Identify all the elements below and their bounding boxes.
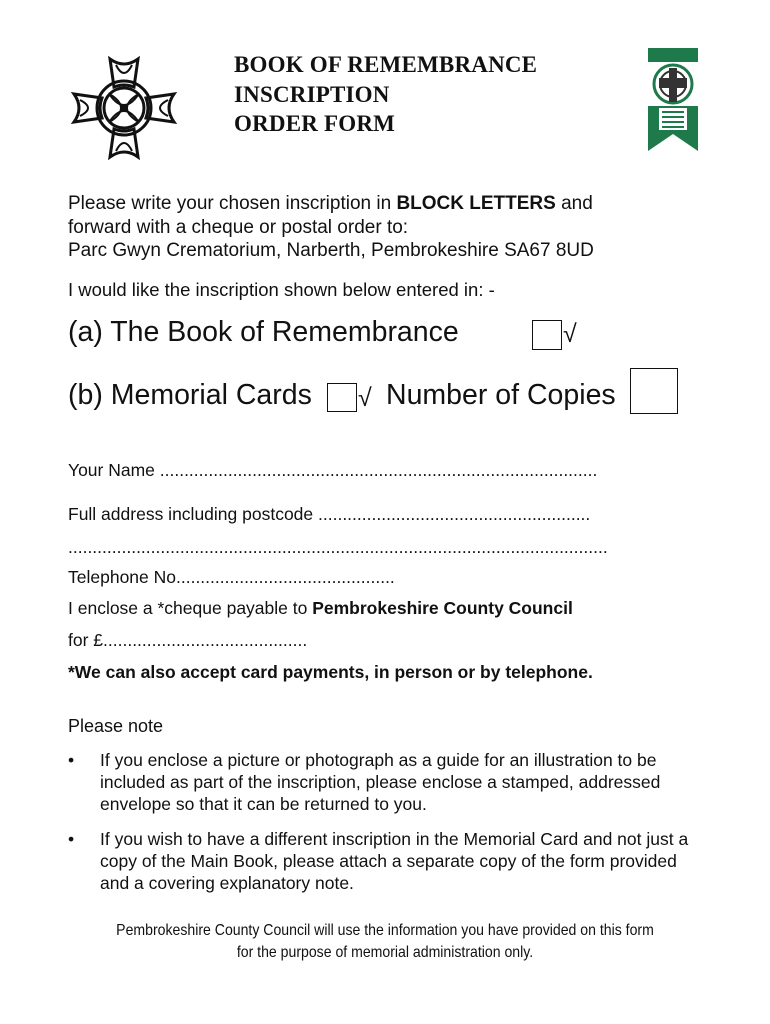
- celtic-cross-logo: [70, 55, 178, 161]
- card-payment-note: *We can also accept card payments, in person or by telephone.: [68, 662, 593, 682]
- bullet-icon: •: [68, 829, 75, 849]
- note-text: If you enclose a picture or photograph as a guide for an illustration to be included as part of the inscription, please enclose a stamped, addressed envelope so that it can be returned to you.: [100, 750, 661, 814]
- list-item: [68, 828, 708, 894]
- book-of-remembrance-check-mark: √: [563, 320, 577, 348]
- title-line-2: INSCRIPTION: [234, 81, 390, 107]
- payee-name: Pembrokeshire County Council: [312, 598, 573, 618]
- cheque-payable-line: [68, 598, 573, 619]
- cheque-payable-text: I enclose a *cheque payable to: [68, 598, 313, 618]
- full-address-field[interactable]: Full address including postcode ........................................................: [68, 504, 591, 524]
- council-badge-logo: [647, 46, 699, 151]
- option-book-of-remembrance: (a) The Book of Remembrance: [68, 316, 459, 348]
- note-text: If you wish to have a different inscription in the Memorial Card and not just a copy of the Main Book, please attach a separate copy of the form provided and a covering explanatory note.: [100, 829, 689, 893]
- intro-line-1: [68, 192, 594, 216]
- footer-line-2: for the purpose of memorial administration only.: [236, 944, 534, 961]
- bullet-icon: •: [68, 750, 75, 770]
- list-item: [68, 749, 708, 815]
- block-letters-emphasis: BLOCK LETTERS: [396, 193, 556, 214]
- memorial-cards-check-mark: √: [358, 384, 372, 412]
- number-of-copies-label: Number of Copies: [386, 379, 616, 411]
- intro-line-1-end: and: [555, 193, 593, 214]
- notes-list: [68, 749, 708, 907]
- book-of-remembrance-checkbox[interactable]: [532, 320, 562, 350]
- option-memorial-cards: (b) Memorial Cards: [68, 379, 312, 411]
- your-name-field[interactable]: Your Name ..........................................................................................: [68, 460, 598, 480]
- intro-line-1-text: Please write your chosen inscription in: [68, 193, 397, 214]
- address-continuation-field[interactable]: ...............................................................................................................: [68, 537, 608, 557]
- crematorium-address: Parc Gwyn Crematorium, Narberth, Pembrokeshire SA67 8UD: [68, 240, 594, 261]
- intro-line-2: forward with a cheque or postal order to:: [68, 216, 409, 238]
- memorial-cards-checkbox[interactable]: [327, 383, 357, 412]
- title-line-1: BOOK OF REMEMBRANCE: [234, 52, 538, 77]
- intro-paragraph: [68, 192, 594, 263]
- privacy-footer: [81, 920, 688, 964]
- request-line: I would like the inscription shown below entered in: -: [68, 279, 495, 300]
- number-of-copies-input[interactable]: [630, 368, 678, 414]
- amount-field[interactable]: for £..........................................: [68, 630, 308, 650]
- telephone-field[interactable]: Telephone No.............................................: [68, 567, 395, 587]
- form-title: [234, 50, 537, 139]
- please-note-heading: Please note: [68, 716, 164, 736]
- footer-line-1: Pembrokeshire County Council will use the information you have provided on this form: [116, 922, 654, 939]
- title-line-3: ORDER FORM: [234, 111, 396, 136]
